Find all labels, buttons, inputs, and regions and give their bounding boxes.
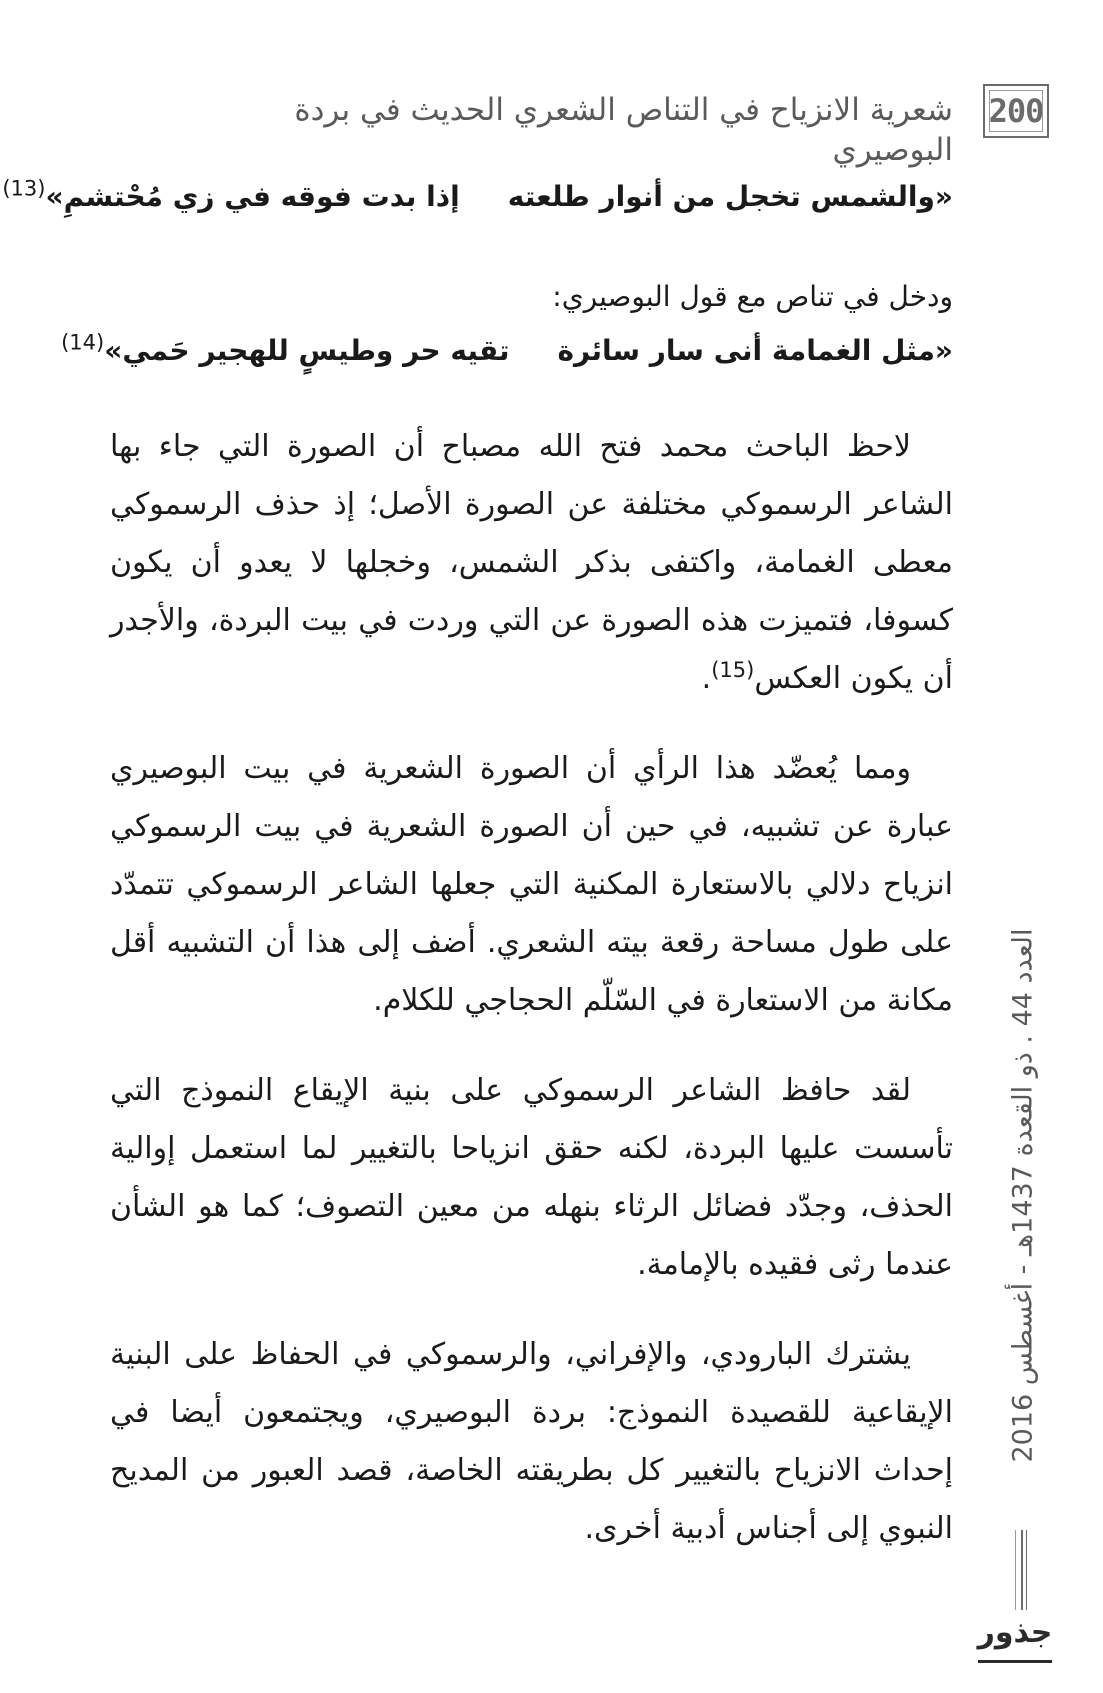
verse-1-hemistich-2: إذا بدت فوقه في زي مُحْتشمِ» bbox=[45, 180, 460, 213]
issue-info: العدد 44 . ذو القعدة 1437هـ - أغسطس 2016 bbox=[1007, 928, 1039, 1462]
paragraph-1-text: لاحظ الباحث محمد فتح الله مصباح أن الصورة التي جاء بها الشاعر الرسموكي مختلفة عن الصورة الأصل؛ إذ حذف الرسموكي معطى الغمامة، واكتفى بذكر الشمس، وخجلها لا يعدو أن يكون كسوفا، فتميزت هذه الصورة عن التي وردت في بيت البردة، والأجدر أن يكون العكس bbox=[110, 429, 953, 696]
logo-underline bbox=[978, 1660, 1052, 1663]
side-rule bbox=[1021, 1530, 1027, 1610]
verse-1-hemistich-1: «والشمس تخجل من أنوار طلعته bbox=[507, 180, 953, 213]
running-title: شعرية الانزياح في التناص الشعري الحديث في بردة البوصيري bbox=[294, 92, 953, 168]
side-rule-thin bbox=[1015, 1530, 1016, 1610]
footnote-ref-15: (15) bbox=[711, 658, 755, 682]
intro-line: ودخل في تناص مع قول البوصيري: bbox=[552, 280, 953, 313]
verse-2 bbox=[61, 330, 953, 372]
paragraph-4: يشترك البارودي، والإفراني، والرسموكي في الحفاظ على البنية الإيقاعية للقصيدة النموذج: بردة البوصيري، ويجتمعون أيضا في إحداث الانزياح بالتغيير كل بطريقته الخاصة، قصد العبور من المديح النبوي إلى أجناس أدبية أخرى. bbox=[110, 1337, 953, 1546]
paragraph-2: ومما يُعضّد هذا الرأي أن الصورة الشعرية في بيت البوصيري عبارة عن تشبيه، في حين أن الصورة الشعرية في بيت الرسموكي انزياح دلالي بالاستعارة المكنية التي جعلها الشاعر الرسموكي تتمدّد على طول مساحة رقعة بيته الشعري. أضف إلى هذا أن التشبيه أقل مكانة من الاستعارة في السّلّم الحجاجي للكلام. bbox=[110, 751, 953, 1018]
body-text bbox=[110, 418, 953, 1558]
verse-1 bbox=[2, 176, 953, 218]
issue-info-strip bbox=[998, 928, 1048, 1462]
paragraph-1 bbox=[110, 418, 953, 708]
footnote-ref-14: (14) bbox=[61, 330, 105, 355]
footnote-ref-13: (13) bbox=[2, 176, 46, 201]
verse-2-hemistich-1: «مثل الغمامة أنى سار سائرة bbox=[557, 334, 953, 367]
journal-logo: جذور bbox=[977, 1615, 1053, 1650]
page-number: 200 bbox=[983, 84, 1049, 138]
verse-2-hemistich-2: تقيه حر وطيسٍ للهجير حَمي» bbox=[104, 334, 510, 367]
paragraph-3: لقد حافظ الشاعر الرسموكي على بنية الإيقاع النموذج التي تأسست عليها البردة، لكنه حقق انزياحا بالتغيير لما استعمل إوالية الحذف، وجدّد فضائل الرثاء بنهله من معين التصوف؛ كما هو الشأن عندما رثى فقيده بالإمامة. bbox=[110, 1073, 953, 1282]
paragraph-1-tail: . bbox=[701, 661, 712, 696]
